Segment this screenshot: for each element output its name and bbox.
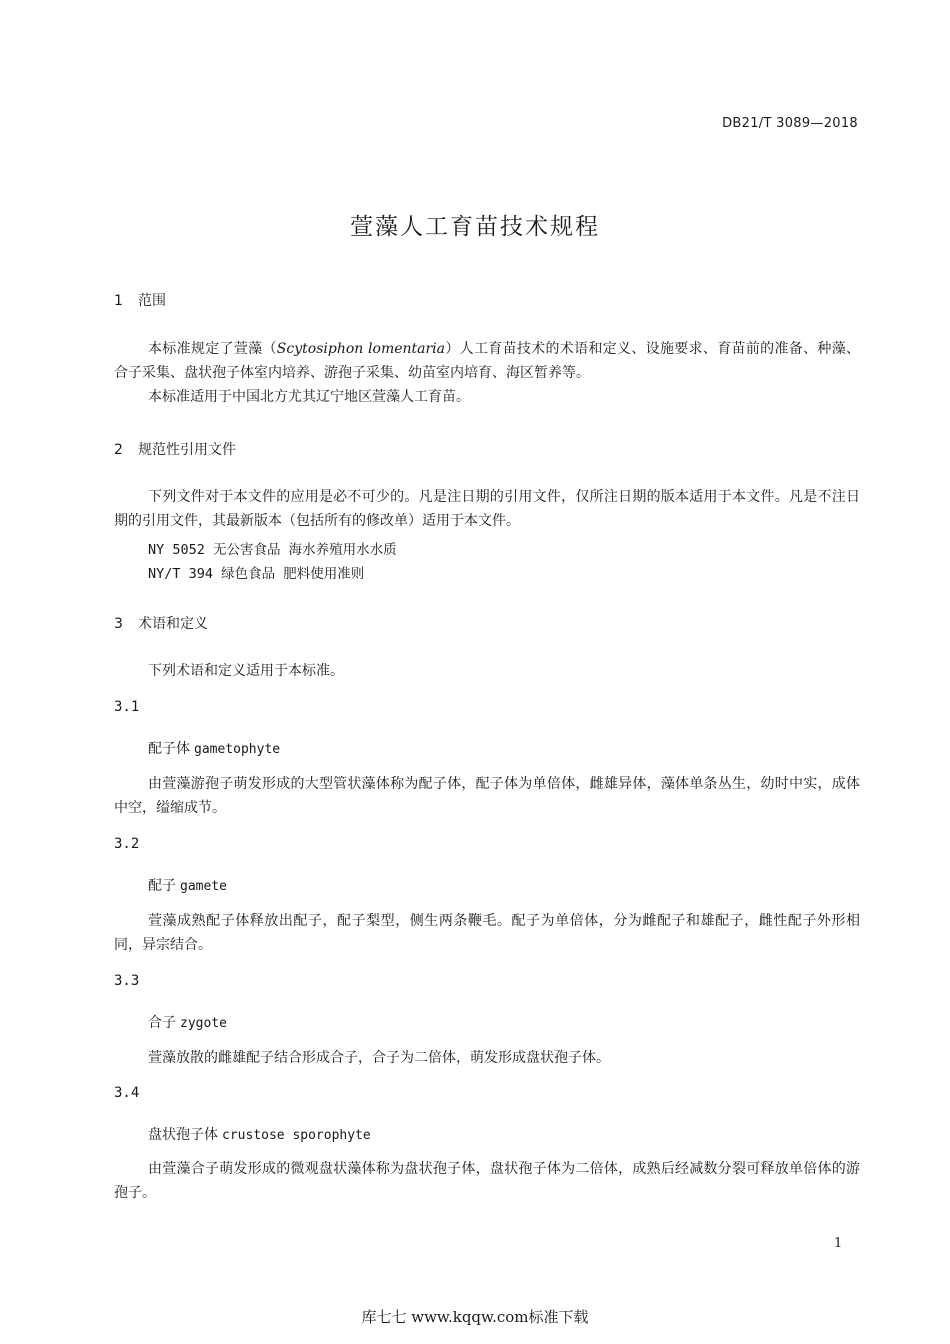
term-zh: 合子 xyxy=(148,1015,176,1031)
section-number: 3 xyxy=(114,616,123,632)
term-number: 3.1 xyxy=(114,699,140,715)
term-en: gametophyte xyxy=(194,742,281,757)
reference-item: NY/T 394 绿色食品 肥料使用准则 xyxy=(148,566,365,582)
term-heading xyxy=(148,738,280,758)
term-heading xyxy=(148,1012,227,1032)
latin-name: Scytosiphon lomentaria xyxy=(276,341,446,357)
term-heading xyxy=(148,1124,371,1144)
term-definition: 萱藻放散的雌雄配子结合形成合子，合子为二倍体，萌发形成盘状孢子体。 xyxy=(148,1050,610,1066)
footer-watermark: 库七七 www.kqqw.com标准下载 xyxy=(361,1308,589,1326)
term-en: gamete xyxy=(180,879,227,894)
section-number: 1 xyxy=(114,293,123,309)
term-definition: 由萱藻游孢子萌发形成的大型管状藻体称为配子体，配子体为单倍体，雌雄异体，藻体单条丛生，幼时中实，成体中空，缢缩成节。 xyxy=(114,776,860,816)
section-title: 术语和定义 xyxy=(138,616,208,632)
scope-paragraph-1 xyxy=(114,337,860,385)
scope-paragraph-2: 本标准适用于中国北方尤其辽宁地区萱藻人工育苗。 xyxy=(148,389,470,405)
normative-paragraph: 下列文件对于本文件的应用是必不可少的。凡是注日期的引用文件，仅所注日期的版本适用于本文件。凡是不注日期的引用文件，其最新版本（包括所有的修改单）适用于本文件。 xyxy=(114,489,860,529)
terms-intro: 下列术语和定义适用于本标准。 xyxy=(148,663,344,679)
term-definition: 由萱藻合子萌发形成的微观盘状藻体称为盘状孢子体，盘状孢子体为二倍体，成熟后经减数分裂可释放单倍体的游孢子。 xyxy=(114,1161,860,1201)
page-number: 1 xyxy=(834,1236,843,1251)
term-heading xyxy=(148,875,227,895)
section-title: 规范性引用文件 xyxy=(138,442,236,458)
term-zh: 配子 xyxy=(148,878,176,894)
term-en: zygote xyxy=(180,1016,227,1031)
term-number: 3.4 xyxy=(114,1085,140,1101)
section-3-heading xyxy=(114,613,208,633)
document-title: 萱藻人工育苗技术规程 xyxy=(350,214,600,240)
term-definition: 萱藻成熟配子体释放出配子，配子梨型，侧生两条鞭毛。配子为单倍体，分为雌配子和雄配子，雌性配子外形相同，异宗结合。 xyxy=(114,913,860,953)
scope-text-a: 本标准规定了萱藻（ xyxy=(148,341,277,357)
scope-text-b: ）人工育苗技术的术语和定义、设施要求、育苗前的准备、种藻、合子采集、盘状孢子体室内培养、游孢子采集、幼苗室内培育、海区暂养等。 xyxy=(114,341,861,381)
section-2-heading xyxy=(114,439,236,459)
term-zh: 盘状孢子体 xyxy=(148,1127,218,1143)
section-1-heading xyxy=(114,290,166,310)
term-en: crustose sporophyte xyxy=(222,1128,371,1143)
term-number: 3.2 xyxy=(114,836,140,852)
reference-item: NY 5052 无公害食品 海水养殖用水水质 xyxy=(148,542,397,558)
standard-code: DB21/T 3089—2018 xyxy=(722,116,858,131)
term-zh: 配子体 xyxy=(148,741,190,757)
section-number: 2 xyxy=(114,442,123,458)
section-title: 范围 xyxy=(138,293,166,309)
term-number: 3.3 xyxy=(114,973,140,989)
